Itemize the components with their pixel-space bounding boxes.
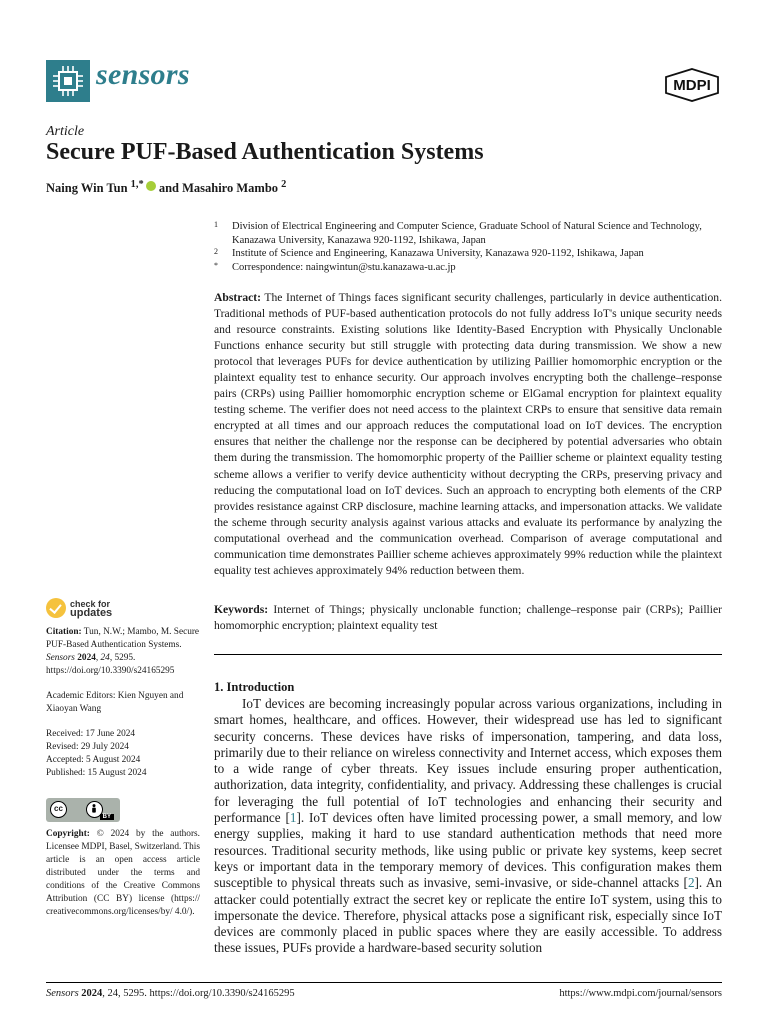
copyright-block xyxy=(46,828,200,919)
affiliation-mark: 2 xyxy=(214,247,218,256)
journal-name: sensors xyxy=(96,58,190,91)
citation-text: Tun, N.W.; Mambo, M. Secure PUF-Based Authentication Systems. xyxy=(46,627,200,650)
cc-by-license-badge[interactable] xyxy=(46,798,120,822)
affiliations xyxy=(214,220,734,274)
affiliation-mark: 1 xyxy=(214,220,218,229)
mdpi-logo xyxy=(664,68,720,102)
keywords xyxy=(214,602,722,634)
citation-journal: Sensors xyxy=(46,653,75,663)
copyright-text: © 2024 by the authors. Licensee MDPI, Basel, Switzerland. This article is an open access article distributed under the terms and conditions of the Creative Commons Attribution (CC BY) license (https:// creativecommons.org/licenses/by/ 4.0/). xyxy=(46,829,200,917)
article-title: Secure PUF-Based Authentication Systems xyxy=(46,139,484,165)
keywords-text: Internet of Things; physically unclonable function; challenge–response pair (CRPs); Paillier homomorphic encryption; plaintext equality test xyxy=(214,603,722,632)
abstract-text: The Internet of Things faces significant security challenges, particularly in device authentication. Traditional methods of PUF-based authentication protocols do not fully address IoT's unique security needs and resource constraints. Existing solutions like Identity-Based Encryption with Physically Unclonable Functions enhance security but still struggle with protecting data during transmission. We show a new protocol that leverages PUFs for device authentication by utilizing Paillier homomorphic encryption or the plaintext equality test to enhance security. Our approach involves encrypting both the challenge–response pairs (CRPs) using Paillier homomorphic encryption scheme or ElGamal encryption for plaintext equality testing scheme. The verifier does not need access to the plaintext CRPs to ensure that sensitive data remain encrypted at all times and our approach reduces the computational load on IoT devices. The encryption ensures that neither the challenge nor the response can be deciphered by potential adversaries who obtain them during the transmission. The homomorphic property of the Paillier scheme or plaintext equality testing scheme allows a verifier to verify device authenticity without decrypting the CRPs, preserving privacy and reducing the computational load on IoT devices. Such an approach to encrypting both elements of the CRP provides resistance against CRP disclosure, machine learning attacks, and impersonation attacks. We validate the scheme through security analysis against various attacks and evaluate its performance by analyzing the computational overhead and the communication overhead. Comparison of average computational and communication time demonstrates Paillier scheme achieves approximately 99% reduction while the plaintext equality test achieves approximately 94% reduction between them. xyxy=(214,291,722,577)
academic-editors: Academic Editors: Kien Nguyen and Xiaoyan Wang xyxy=(46,691,184,714)
check-updates-label: check for updates xyxy=(70,599,113,619)
footer-divider xyxy=(46,982,722,983)
cc-by-label: BY xyxy=(100,814,114,820)
author-conjunction: and xyxy=(158,181,179,196)
affiliation-item xyxy=(214,261,734,275)
correspondence-text[interactable]: Correspondence: naingwintun@stu.kanazawa-u.ac.jp xyxy=(232,261,456,273)
citation-year: 2024 xyxy=(77,653,96,663)
reference-link[interactable]: 2 xyxy=(687,875,695,891)
author-name[interactable]: Naing Win Tun xyxy=(46,181,128,196)
section-divider xyxy=(214,654,722,655)
citation-doi[interactable]: , 5295. https://doi.org/10.3390/s24165295 xyxy=(46,653,175,676)
affiliation-text: Institute of Science and Engineering, Kanazawa University, Kanazawa 920-1192, Ishikawa, Japan xyxy=(232,248,644,259)
orcid-icon[interactable] xyxy=(146,181,156,191)
copyright-label: Copyright: xyxy=(46,829,90,839)
check-updates-icon xyxy=(46,598,66,618)
dates-block xyxy=(46,728,200,780)
author-affiliation-mark: 2 xyxy=(281,179,287,190)
citation-block: Citation: Tun, N.W.; Mambo, M. Secure PUF-Based Authentication Systems. Sensors 2024, 24, 5295. https://doi.org/10.3390/s24165295 xyxy=(46,627,200,676)
received-date: Received: 17 June 2024 xyxy=(46,729,136,739)
intro-text: ]. IoT devices often have limited processing power, a small memory, and low energy supplies, making it hard to use standard authentication methods that need more resources. Traditional security methods, like using public or private key systems, keep secret keys or important data in the temporary memory of devices. This configuration makes them susceptible to physical threats such as invasive, semi-invasive, or side-channel attacks [ xyxy=(214,810,722,891)
author-name[interactable]: Masahiro Mambo xyxy=(182,181,279,196)
section-heading: 1. Introduction xyxy=(214,680,295,694)
mdpi-logo-text: MDPI xyxy=(673,77,711,94)
footer-year: 2024 xyxy=(81,988,103,999)
accepted-date: Accepted: 5 August 2024 xyxy=(46,755,141,765)
abstract xyxy=(214,290,722,579)
keywords-label: Keywords: xyxy=(214,603,269,616)
footer-journal-url[interactable]: https://www.mdpi.com/journal/sensors xyxy=(559,988,722,999)
affiliation-mark: * xyxy=(214,260,218,270)
intro-text: ]. An attacker could potentially extract the secret key or replicate the entire IoT system, using this to impersonate the device. Therefore, physical attacks pose a significant risk, especially since IoT devices are commonly placed in public spaces where they are easily accessible. To address these issues, PUFs provide a hardware-based security solution xyxy=(214,875,723,956)
check-for-updates-button[interactable] xyxy=(46,598,166,624)
author-line xyxy=(46,179,286,196)
affiliation-item xyxy=(214,247,734,261)
footer-journal: Sensors xyxy=(46,988,79,999)
cc-icon: cc xyxy=(50,801,67,818)
article-type: Article xyxy=(46,124,85,139)
published-date: Published: 15 August 2024 xyxy=(46,768,147,778)
revised-date: Revised: 29 July 2024 xyxy=(46,742,129,752)
footer-citation xyxy=(46,988,295,999)
author-affiliation-mark: 1,* xyxy=(130,179,144,190)
footer-doi[interactable]: , 24, 5295. https://doi.org/10.3390/s24165295 xyxy=(102,988,295,999)
citation-volume: 24 xyxy=(100,653,110,663)
journal-logo-icon xyxy=(46,60,90,102)
introduction-paragraph xyxy=(214,696,722,957)
reference-link[interactable]: 1 xyxy=(289,810,297,826)
affiliation-text: Division of Electrical Engineering and Computer Science, Graduate School of Natural Science and Technology, Kanazawa University, Kanazawa 920-1192, Ishikawa, Japan xyxy=(232,221,702,246)
affiliation-item xyxy=(214,220,734,247)
abstract-label: Abstract: xyxy=(214,291,262,304)
citation-label: Citation: xyxy=(46,627,82,637)
intro-text: IoT devices are becoming increasingly popular across various organizations, including in smart homes, healthcare, and offices. However, their widespread use has led to significant security concerns. These devices have risks of impersonation, tampering, and data loss, primarily due to their reliance on wireless connectivity and Internet access, which exposes them to a wide range of cyber threats. Key issues include ensuring proper authentication, authorization, data integrity, confidentiality, and privacy. Addressing these challenges is crucial for leveraging the full potential of IoT technologies and enhancing their security and performance [ xyxy=(214,696,722,826)
